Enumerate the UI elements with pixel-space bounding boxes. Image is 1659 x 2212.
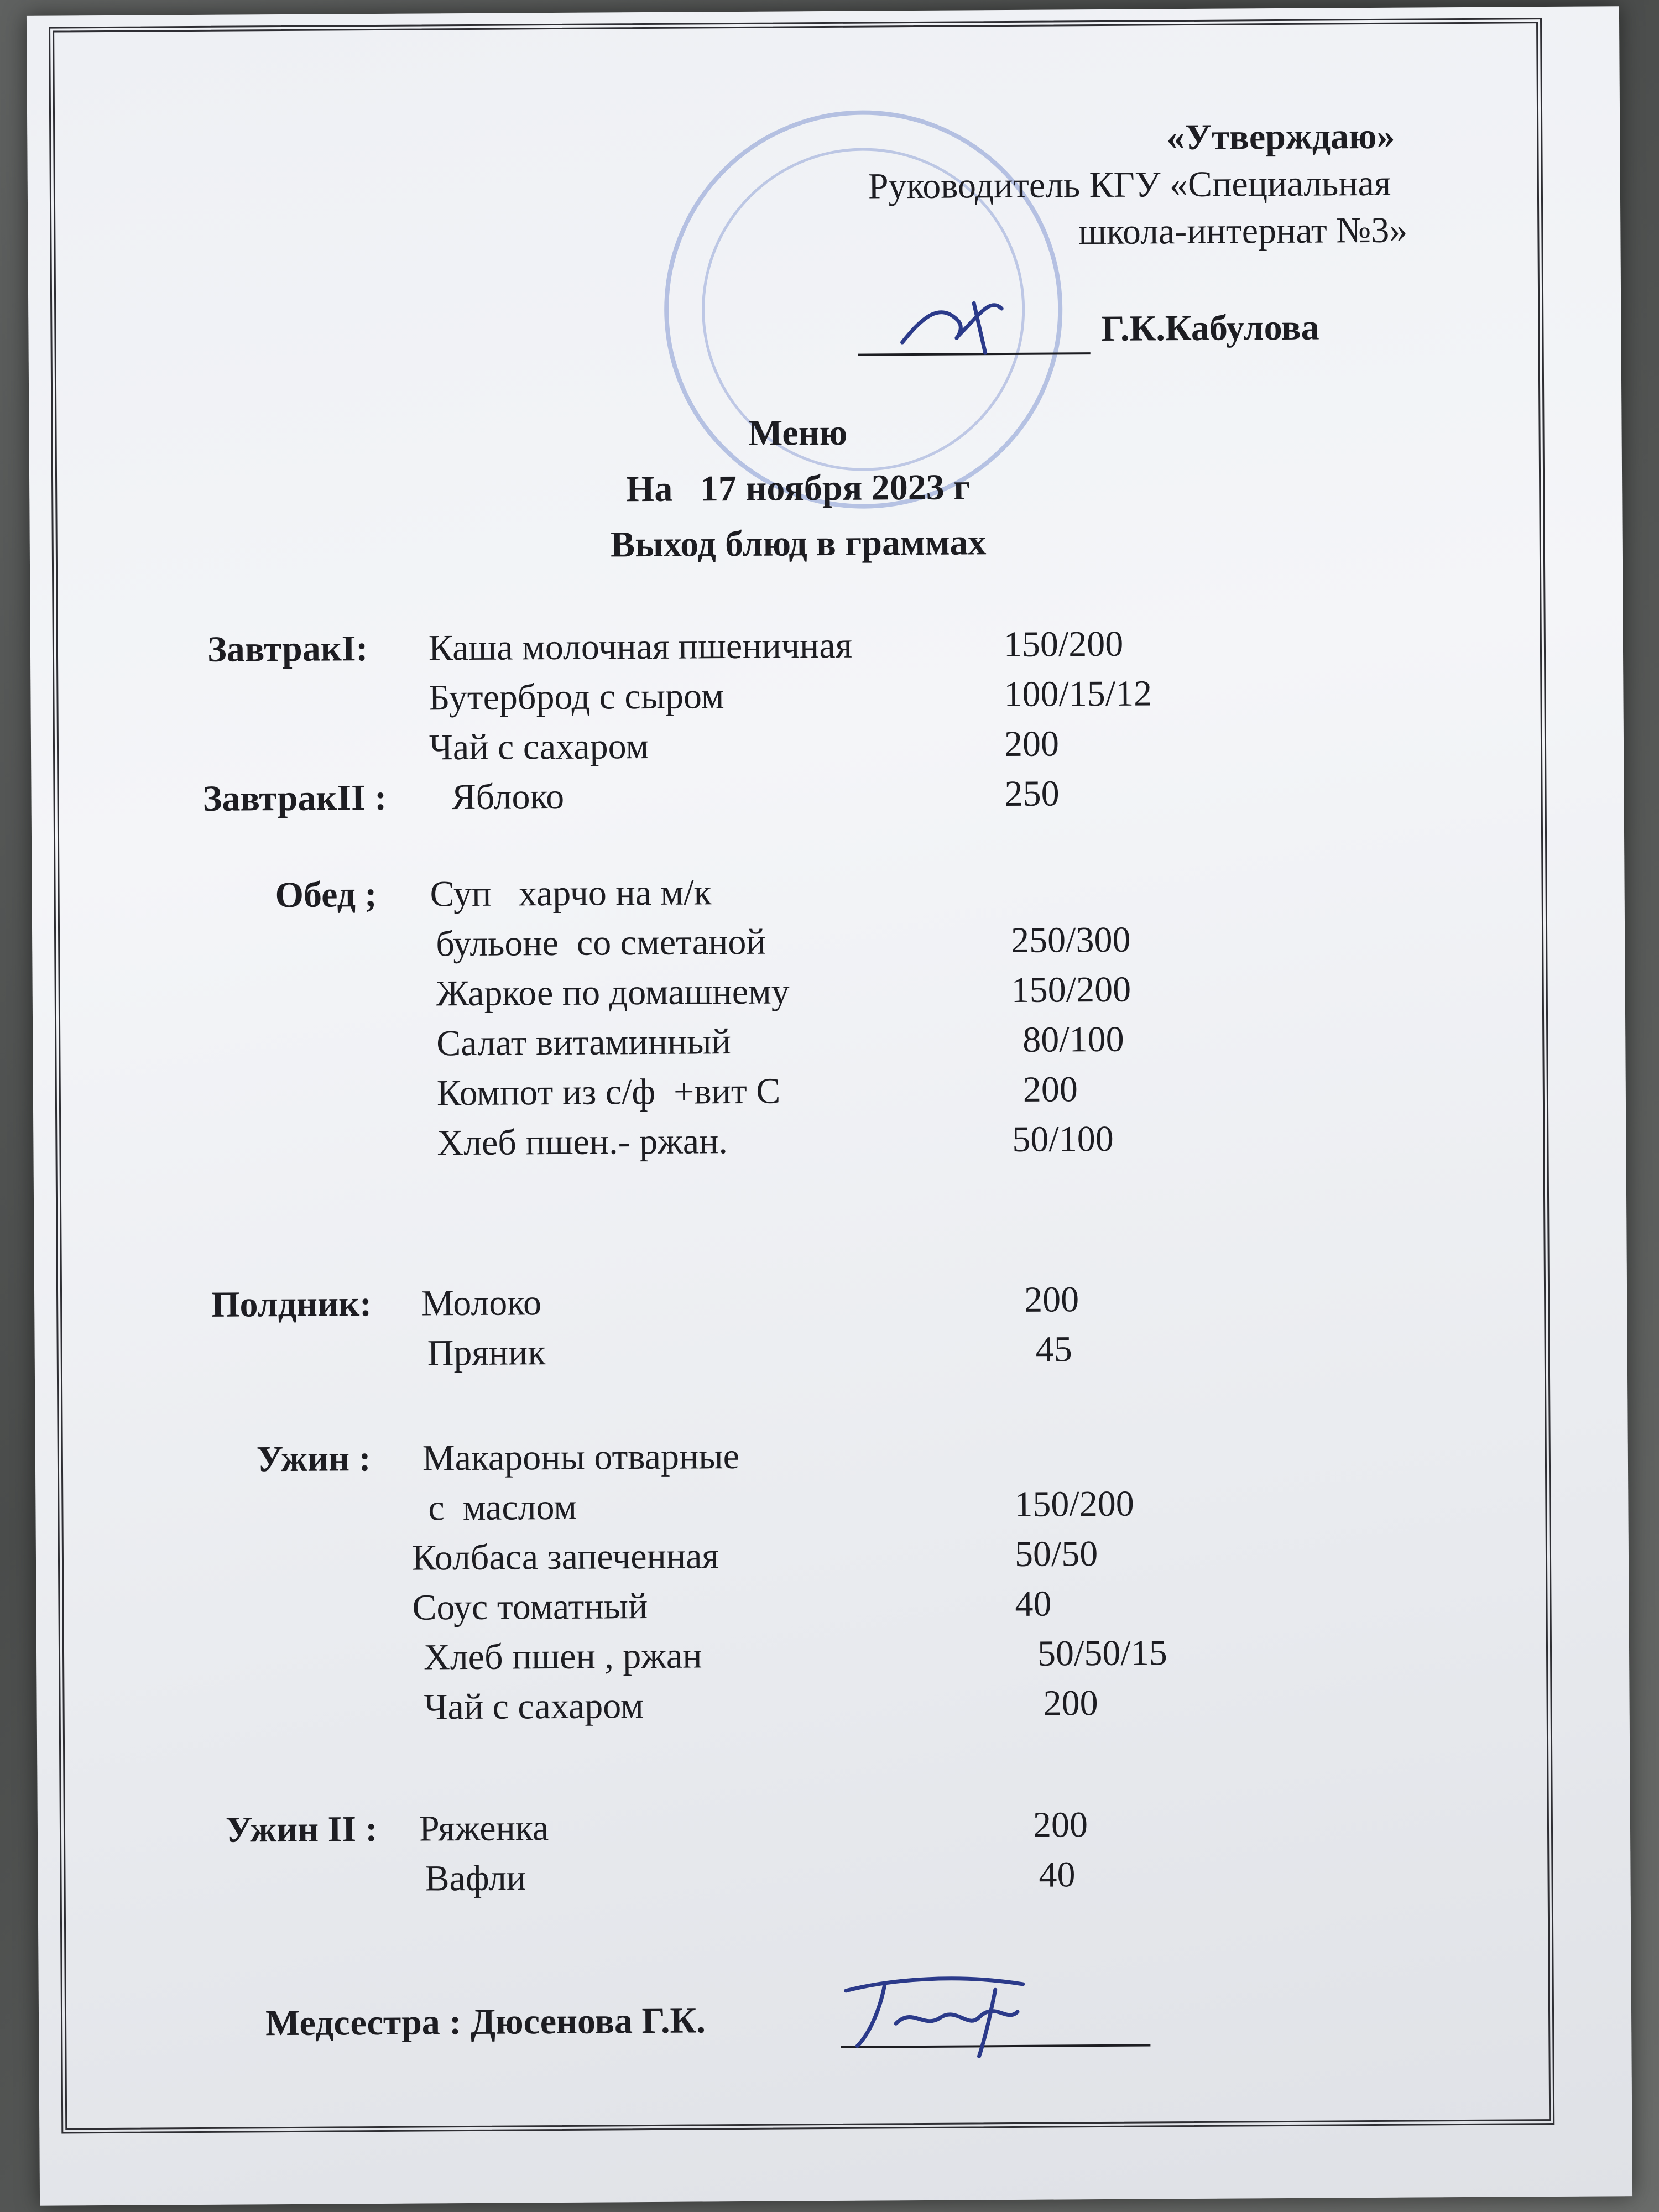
dish-name: Ряженка	[419, 1808, 549, 1849]
meal-label-breakfast-2: ЗавтракII :	[202, 777, 387, 819]
meal-label-lunch: Обед ;	[275, 874, 377, 916]
dish-name: Соус томатный	[412, 1586, 648, 1628]
meal-label-snack: Полдник:	[211, 1284, 372, 1325]
dish-qty: 45	[1035, 1329, 1072, 1370]
dish-qty: 150/200	[1014, 1483, 1134, 1525]
dish-qty: 150/200	[1011, 969, 1131, 1010]
dish-qty: 40	[1039, 1854, 1076, 1895]
dish-qty: 200	[1004, 723, 1060, 765]
dish-qty: 200	[1043, 1683, 1098, 1724]
meal-label-breakfast-1: ЗавтракI:	[207, 628, 368, 670]
dish-name: Суп харчо на м/к	[430, 872, 712, 915]
dish-name: Колбаса запеченная	[411, 1536, 719, 1578]
approval-name: Г.К.Кабулова	[1101, 307, 1319, 349]
dish-name: с маслом	[428, 1486, 577, 1528]
page-title: Меню	[748, 412, 848, 453]
menu-sheet	[27, 6, 1632, 2206]
dish-name: Макароны отварные	[422, 1436, 740, 1479]
meal-label-dinner: Ужин :	[256, 1438, 371, 1480]
nurse-signature-label: Медсестра : Дюсенова Г.К.	[265, 2000, 706, 2044]
dish-qty: 50/100	[1012, 1118, 1114, 1160]
dish-qty: 250	[1004, 773, 1060, 815]
dish-name: Чай с сахаром	[429, 726, 649, 768]
dish-qty: 50/50	[1014, 1533, 1098, 1574]
dish-name: Бутерброд с сыром	[429, 676, 724, 718]
meal-label-dinner-2: Ужин II :	[225, 1809, 378, 1850]
dish-name: Жаркое по домашнему	[436, 971, 790, 1014]
dish-qty: 200	[1032, 1804, 1088, 1845]
dish-qty: 100/15/12	[1004, 673, 1152, 715]
dish-qty: 50/50/15	[1037, 1632, 1167, 1674]
menu-date: На 17 ноября 2023 г	[625, 467, 971, 510]
dish-qty: 40	[1015, 1583, 1052, 1624]
dish-qty: 200	[1024, 1279, 1079, 1320]
dish-qty: 250/300	[1010, 919, 1131, 961]
dish-name: Хлеб пшен.- ржан.	[437, 1121, 728, 1164]
approval-title: «Утверждаю»	[1166, 116, 1395, 158]
dish-name: Молоко	[421, 1282, 542, 1324]
dish-name: Салат витаминный	[436, 1021, 732, 1064]
dish-name: Вафли	[425, 1858, 526, 1899]
menu-subtitle: Выход блюд в граммах	[610, 522, 987, 565]
dish-name: Хлеб пшен , ржан	[423, 1635, 702, 1678]
dish-qty: 200	[1022, 1069, 1078, 1110]
director-signature	[891, 281, 1035, 359]
dish-name: Компот из с/ф +вит С	[436, 1071, 781, 1114]
dish-name: Чай с сахаром	[424, 1686, 644, 1728]
dish-name: Каша молочная пшеничная	[428, 625, 853, 669]
approval-line1: Руководитель КГУ «Специальная	[868, 163, 1391, 207]
nurse-signature	[812, 1956, 1067, 2068]
dish-name: Яблоко	[451, 776, 565, 818]
dish-qty: 80/100	[1022, 1019, 1124, 1060]
approval-line2: школа-интернат №3»	[1078, 210, 1408, 253]
dish-qty: 150/200	[1003, 623, 1124, 665]
dish-name: Пряник	[427, 1332, 546, 1374]
dish-name: бульоне со сметаной	[435, 921, 766, 964]
